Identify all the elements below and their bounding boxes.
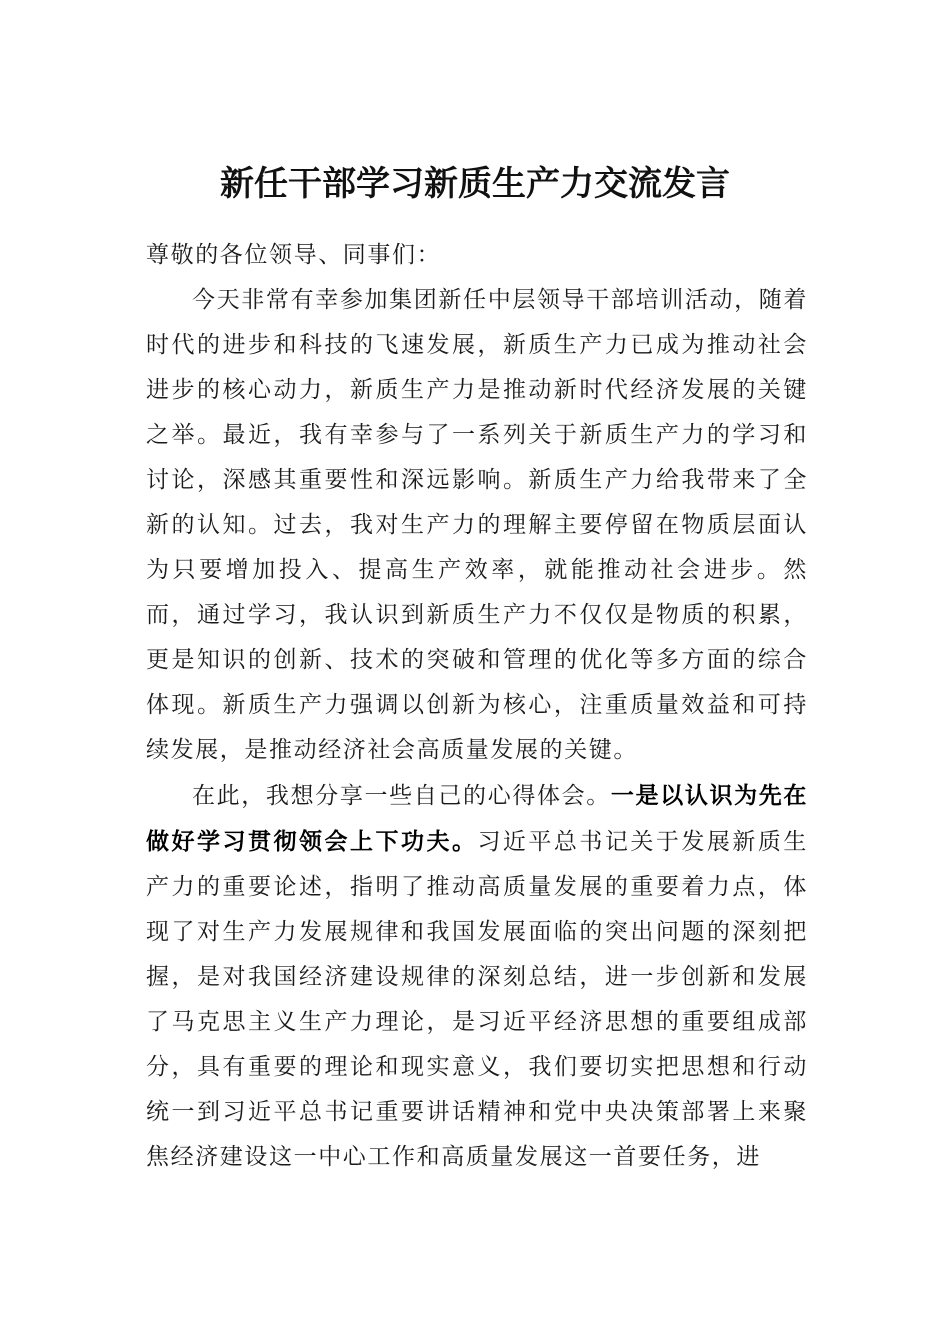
paragraph-2-intro: 在此，我想分享一些自己的心得体会。 — [192, 783, 611, 809]
paragraph-2-bold-heading: 一是以认识为先在做好学习贯彻领会上下功夫。 — [146, 782, 808, 855]
paragraph-2-rest: 习近平总书记关于发展新质生产力的重要论述，指明了推动高质量发展的重要着力点，体现了对生产力发展规律和我国发展面临的突出问题的深刻把握，是对我国经济建设规律的深刻总结，进一步创新和发展了马克思主义生产力理论，是习近平经济思想的重要组成部分，具有重要的理论和现实意义，我们要切实把思想和行动统一到习近平总书记重要讲话精神和党中央决策部署上来聚焦经济建设这一中心工作和高质量发展这一首要任务，进 — [146, 829, 808, 1170]
document-title: 新任干部学习新质生产力交流发言 — [220, 164, 730, 204]
paragraph-2 — [146, 773, 808, 1180]
document-body — [146, 233, 808, 1180]
salutation: 尊敬的各位领导、同事们： — [146, 242, 442, 268]
paragraph-1: 今天非常有幸参加集团新任中层领导干部培训活动，随着时代的进步和科技的飞速发展，新质生产力已成为推动社会进步的核心动力，新质生产力是推动新时代经济发展的关键之举。最近，我有幸参与了一系列关于新质生产力的学习和讨论，深感其重要性和深远影响。新质生产力给我带来了全新的认知。过去，我对生产力的理解主要停留在物质层面认为只要增加投入、提高生产效率，就能推动社会进步。然而，通过学习，我认识到新质生产力不仅仅是物质的积累，更是知识的创新、技术的突破和管理的优化等多方面的综合体现。新质生产力强调以创新为核心，注重质量效益和可持续发展，是推动经济社会高质量发展的关键。 — [146, 287, 808, 763]
